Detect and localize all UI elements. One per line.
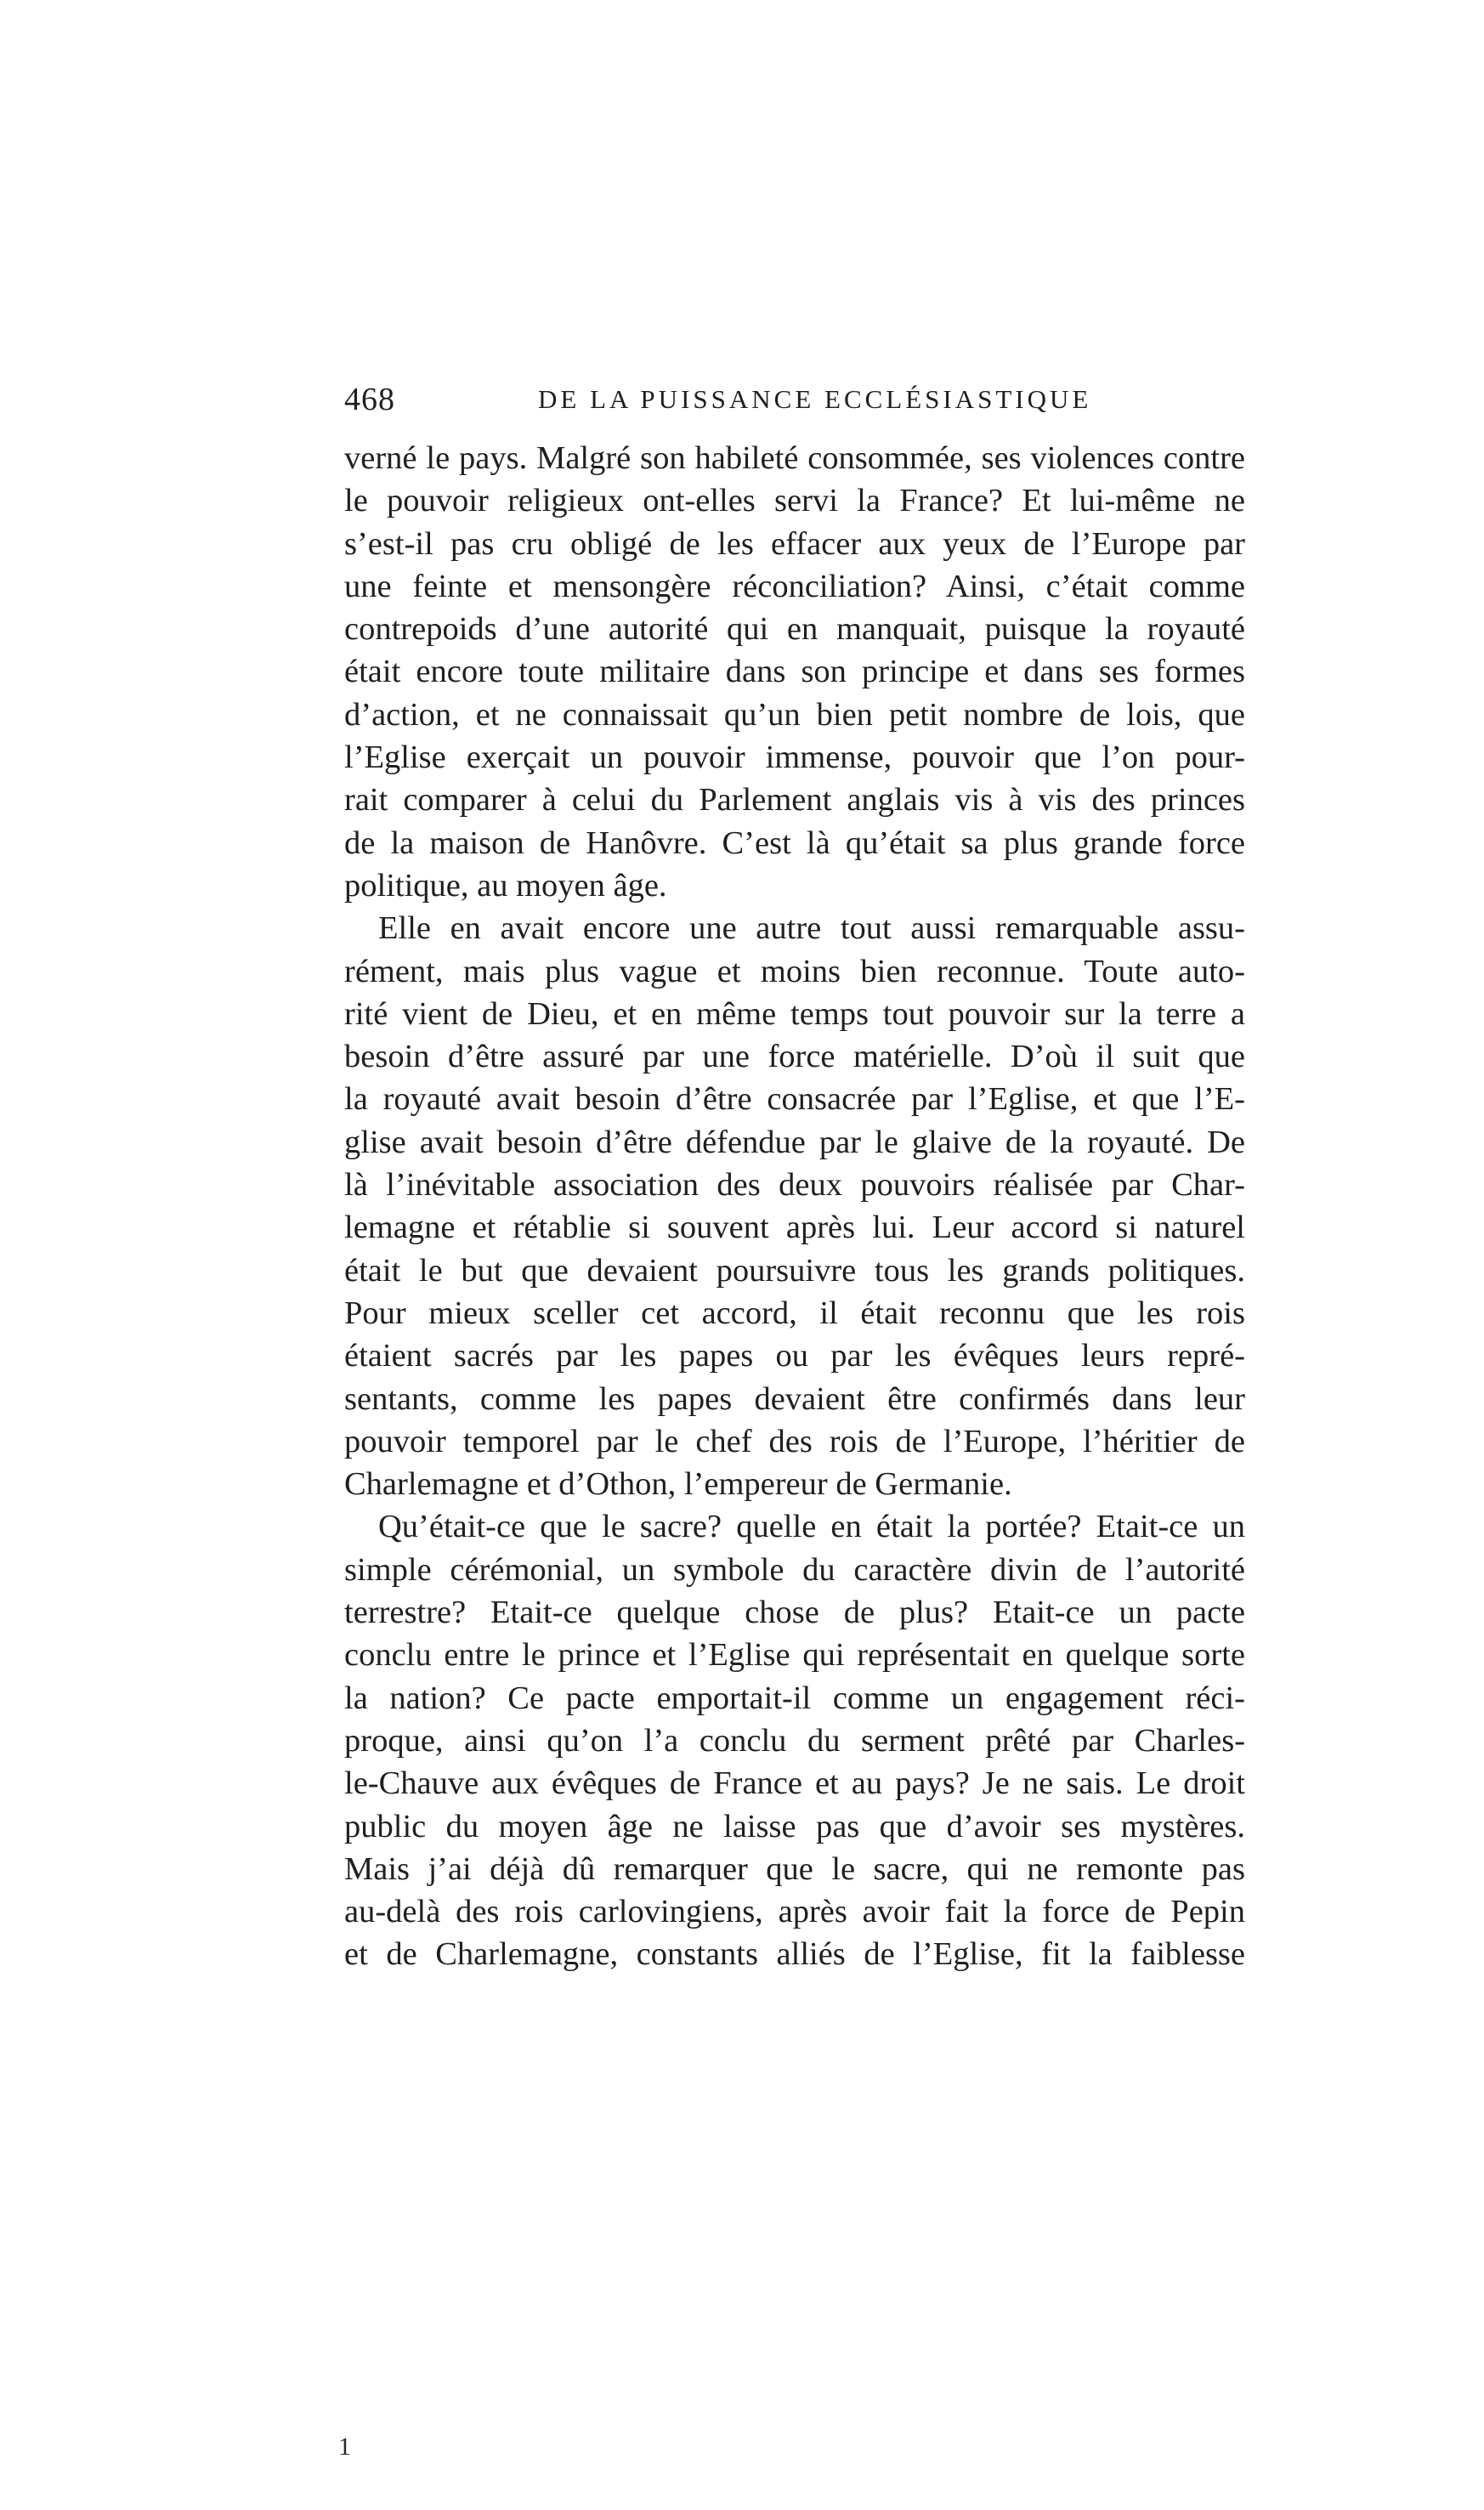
text-line: et de Charlemagne, constants alliés de l’Eglise, fit la faiblesse: [344, 1936, 1245, 1973]
text-line: rément, mais plus vague et moins bien reconnue. Toute auto-: [344, 953, 1245, 989]
text-line: pouvoir temporel par le chef des rois de l’Europe, l’héritier de: [344, 1423, 1245, 1459]
text-line: était le but que devaient poursuivre tous les grands politiques.: [344, 1252, 1245, 1289]
text-line: le-Chauve aux évêques de France et au pays? Je ne sais. Le droit: [344, 1765, 1245, 1802]
text-line: Pour mieux sceller cet accord, il était reconnu que les rois: [344, 1295, 1245, 1331]
text-line: au-delà des rois carlovingiens, après avoir fait la force de Pepin: [344, 1894, 1245, 1930]
running-head: [344, 381, 1245, 423]
text-line: la nation? Ce pacte emportait-il comme un engagement réci-: [344, 1680, 1245, 1716]
text-line: simple cérémonial, un symbole du caractère divin de l’autorité: [344, 1551, 1245, 1588]
text-line: Mais j’ai déjà dû remarquer que le sacre, qui ne remonte pas: [344, 1850, 1245, 1887]
text-line: proque, ainsi qu’on l’a conclu du serment prêté par Charles-: [344, 1722, 1245, 1759]
paragraph-2: [344, 907, 1245, 1505]
page-number: 468: [344, 382, 395, 417]
text-line: s’est-il pas cru obligé de les effacer aux yeux de l’Europe par: [344, 525, 1245, 562]
text-line: besoin d’être assuré par une force matérielle. D’où il suit que: [344, 1039, 1245, 1075]
text-line: sentants, comme les papes devaient être confirmés dans leur: [344, 1380, 1245, 1417]
running-title: DE LA PUISSANCE ECCLÉSIASTIQUE: [538, 384, 1092, 414]
body-text: [344, 437, 1245, 1976]
text-line: l’Eglise exerçait un pouvoir immense, pouvoir que l’on pour-: [344, 739, 1245, 776]
text-line: la royauté avait besoin d’être consacrée par l’Eglise, et que l’E-: [344, 1081, 1245, 1118]
text-line: étaient sacrés par les papes ou par les évêques leurs repré-: [344, 1338, 1245, 1374]
text-line: public du moyen âge ne laisse pas que d’avoir ses mystères.: [344, 1808, 1245, 1844]
text-line: était encore toute militaire dans son principe et dans ses formes: [344, 654, 1245, 690]
text-line: de la maison de Hanôvre. C’est là qu’était sa plus grande force: [344, 824, 1245, 861]
text-line: verné le pays. Malgré son habileté consommée, ses violences contre: [344, 440, 1245, 476]
text-line: là l’inévitable association des deux pouvoirs réalisée par Char-: [344, 1167, 1245, 1204]
text-line: Charlemagne et d’Othon, l’empereur de Germanie.: [344, 1466, 1012, 1503]
text-line: lemagne et rétablie si souvent après lui. Leur accord si naturel: [344, 1210, 1245, 1246]
text-line: rait comparer à celui du Parlement anglais vis à vis des princes: [344, 782, 1245, 819]
text-line: Elle en avait encore une autre tout aussi remarquable assu-: [378, 910, 1245, 947]
text-line: glise avait besoin d’être défendue par le glaive de la royauté. De: [344, 1124, 1245, 1160]
paragraph-3: [344, 1505, 1245, 1975]
text-line: conclu entre le prince et l’Eglise qui représentait en quelque sorte: [344, 1637, 1245, 1674]
text-line: politique, au moyen âge.: [344, 867, 667, 904]
text-line: d’action, et ne connaissait qu’un bien petit nombre de lois, que: [344, 696, 1245, 733]
text-line: une feinte et mensongère réconciliation? Ainsi, c’était comme: [344, 568, 1245, 604]
text-line: terrestre? Etait-ce quelque chose de plus? Etait-ce un pacte: [344, 1595, 1245, 1631]
text-line: rité vient de Dieu, et en même temps tout pouvoir sur la terre a: [344, 995, 1245, 1032]
paragraph-1: [344, 437, 1245, 907]
text-line: le pouvoir religieux ont-elles servi la France? Et lui-même ne: [344, 483, 1245, 519]
footer-mark: 1: [338, 2433, 351, 2461]
text-line: Qu’était-ce que le sacre? quelle en était la portée? Etait-ce un: [378, 1509, 1245, 1545]
text-line: contrepoids d’une autorité qui en manquait, puisque la royauté: [344, 611, 1245, 648]
